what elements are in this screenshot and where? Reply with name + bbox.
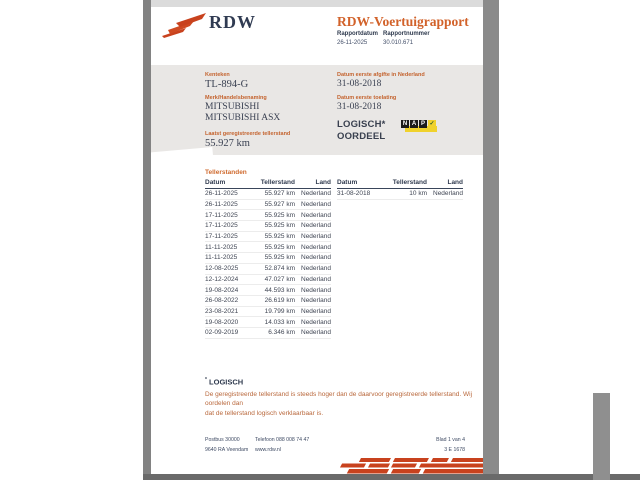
footer-postbus: Postbus 30000 [205,437,240,443]
footer-address [205,435,248,455]
table-row [337,189,463,200]
table-cell: Nederland [301,233,331,241]
table-cell: Nederland [301,201,331,209]
table-row [205,242,331,253]
oordeel-line1: LOGISCH* [337,119,386,130]
report-number-label: Rapportnummer [383,31,430,37]
table-row [205,285,331,296]
tellerstand-value: 55.927 km [205,138,250,149]
note-line2: dat de tellerstand logisch verklaarbaar is. [205,409,324,417]
merk-label: Merk/Handelsbenaming [205,95,267,101]
table-cell: 26.619 km [264,297,295,305]
table-cell: Nederland [301,297,331,305]
vehicle-summary-box [151,65,483,155]
table-cell: Nederland [301,307,331,315]
note-title-text: LOGISCH [209,377,244,387]
tellerstanden-section-title: Tellerstanden [205,169,247,176]
table-row [205,189,331,200]
footer-phone: Telefoon 088 008 74 47 [255,437,310,443]
report-page [151,0,483,474]
table-cell: 23-08-2021 [205,307,239,315]
table-cell: Nederland [301,254,331,262]
column-header: Tellerstand [260,179,295,186]
column-header: Datum [337,179,358,186]
note-asterisk: * [205,377,207,383]
nap-letter-p: P [420,121,425,127]
footer-website: www.rdw.nl [255,447,281,453]
summary-right-column [337,72,477,143]
table-cell: 11-11-2025 [205,243,238,251]
handelsbenaming-value: MITSUBISHI ASX [205,113,281,123]
tellerstanden-table [205,179,331,339]
table-cell: 55.925 km [264,254,295,262]
table-cell: 17-11-2025 [205,233,238,241]
report-number-value: 30.010.671 [383,40,414,46]
table-cell: 19-08-2020 [205,318,239,326]
table-cell: 47.027 km [264,275,295,283]
table-row [205,264,331,275]
kenteken-label: Kenteken [205,72,230,78]
toelating-label: Datum eerste toelating [337,95,397,101]
table-cell: 55.927 km [264,201,295,209]
nap-check-icon: ✓ [429,121,435,127]
table-cell: 55.927 km [264,190,295,198]
report-date-block [337,30,378,48]
table-cell: Nederland [301,190,331,198]
merk-value: MITSUBISHI [205,102,260,112]
page-edge-right [483,0,499,480]
table-cell: 55.925 km [264,233,295,241]
footer-page-number: Blad 1 van 4 [436,437,465,443]
table-cell: 12-12-2024 [205,275,239,283]
footer-contact [255,435,309,455]
table-cell: Nederland [301,222,331,230]
tellerstanden-foreign-table [337,179,463,200]
table-cell: 17-11-2025 [205,211,238,219]
table-cell: Nederland [301,286,331,294]
table-cell: 14.033 km [264,318,295,326]
table-header-row [337,179,463,189]
table-row [205,221,331,232]
table-cell: 19-08-2024 [205,286,239,294]
table-row [205,307,331,318]
table-cell: 19.799 km [264,307,295,315]
table-row [205,253,331,264]
oordeel-line2: OORDEEL [337,131,386,142]
table-row [205,296,331,307]
summary-left-column [205,72,330,149]
table-cell: 10 km [409,190,427,198]
nap-logo-icon [401,120,439,134]
table-cell: Nederland [301,275,331,283]
table-cell: Nederland [301,211,331,219]
table-cell: 55.925 km [264,243,295,251]
table-cell: Nederland [301,243,331,251]
column-header: Tellerstand [392,179,427,186]
table-cell: Nederland [301,265,331,273]
table-cell: 26-11-2025 [205,190,238,198]
column-header: Land [447,179,463,186]
table-row [205,200,331,211]
column-header: Datum [205,179,226,186]
table-cell: 31-08-2018 [337,190,371,198]
table-row [205,275,331,286]
report-date-label: Rapportdatum [337,31,378,37]
table-row [205,328,331,339]
table-cell: 11-11-2025 [205,254,238,262]
report-date-value: 26-11-2025 [337,40,368,46]
report-title: RDW-Voertuigrapport [337,14,469,29]
box-corner-notch [151,147,213,167]
logisch-note [205,377,475,418]
report-number-block [383,30,430,48]
note-line1: De geregistreerde tellerstand is steeds hoger dan de daarvoor geregistreerde tellerstand. Wij oordelen dan [205,390,473,407]
table-cell: 55.925 km [264,222,295,230]
table-cell: 26-08-2022 [205,297,239,305]
table-cell: 6.346 km [268,329,295,337]
footer-city: 9640 RA Veendam [205,447,249,453]
footer-form-code: 3 E 1678 [444,447,465,453]
table-cell: Nederland [433,190,463,198]
table-cell: 55.925 km [264,211,295,219]
table-cell: Nederland [301,329,331,337]
table-row [205,232,331,243]
footer-pagination [436,435,465,455]
table-row [205,210,331,221]
tellerstand-label: Laatst geregistreerde tellerstand [205,131,291,137]
table-cell: 44.593 km [264,286,295,294]
nap-letter-n: N [402,121,408,127]
afgifte-value: 31-08-2018 [337,79,382,89]
table-cell: 52.874 km [264,265,295,273]
afgifte-label: Datum eerste afgifte in Nederland [337,72,425,78]
toelating-value: 31-08-2018 [337,102,382,112]
table-cell: 02-09-2019 [205,329,239,337]
column-header: Land [315,179,331,186]
table-row [205,317,331,328]
page-top-strip [151,0,483,7]
rdw-eagle-icon [160,11,206,39]
rdw-wing-graphic [333,458,483,474]
brand-wordmark: RDW [209,12,256,32]
table-header-row [205,179,331,189]
viewer-corner-edge [593,393,610,480]
table-cell: 26-11-2025 [205,201,238,209]
page-edge-left [143,0,151,480]
kenteken-value: TL-894-G [205,79,249,90]
note-title [205,377,475,387]
table-cell: 12-08-2025 [205,265,239,273]
table-cell: Nederland [301,318,331,326]
nap-letter-a: A [411,121,417,127]
viewer-bottom-edge [143,474,640,480]
table-cell: 17-11-2025 [205,222,238,230]
